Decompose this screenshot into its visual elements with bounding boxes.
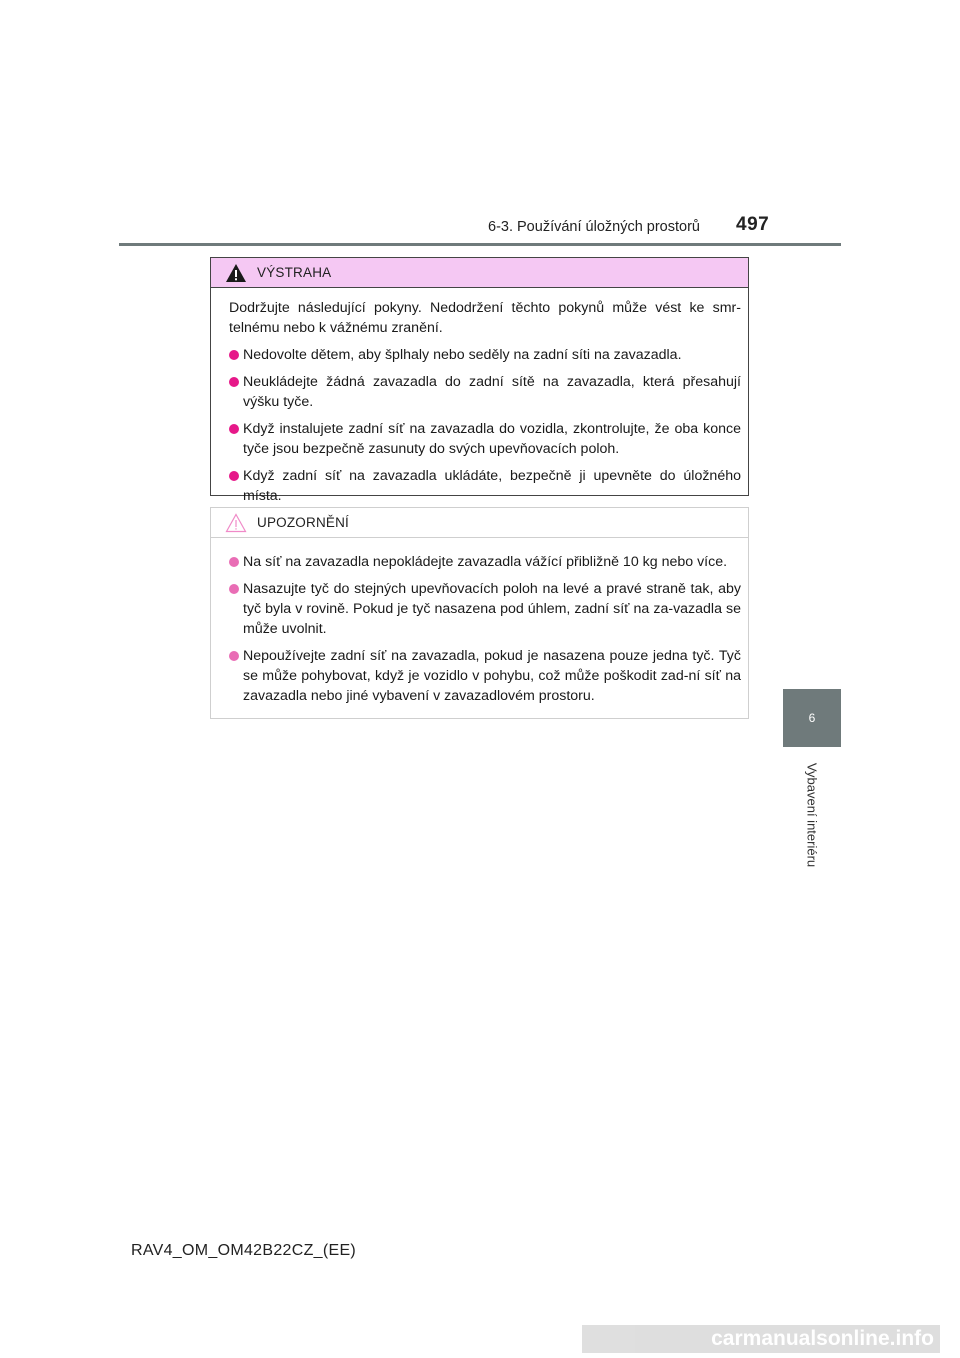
caution-item [229, 552, 741, 572]
bullet-dot-icon [229, 424, 239, 434]
header-divider [119, 243, 841, 246]
caution-label: UPOZORNĚNÍ [257, 515, 350, 530]
caution-outline-triangle-icon [225, 513, 247, 533]
warning-body [211, 288, 748, 506]
warning-item [229, 372, 741, 412]
bullet-dot-icon [229, 584, 239, 594]
warning-item-text: Nedovolte dětem, aby šplhaly nebo seděly na zadní síti na zavazadla. [243, 347, 682, 363]
caution-body [211, 538, 748, 706]
warning-box [210, 257, 749, 504]
warning-intro: Dodržujte následující pokyny. Nedodržení těchto pokynů může vést ke smr-telnému nebo k vážnému zranění. [229, 300, 741, 336]
caution-box [210, 507, 749, 719]
warning-item-text: Když zadní síť na zavazadla ukládáte, bezpečně ji upevněte do úložného místa. [243, 468, 741, 504]
caution-item [229, 579, 741, 639]
page-number: 497 [736, 214, 770, 235]
caution-item-text: Nasazujte tyč do stejných upevňovacích poloh na levé a pravé straně tak, aby tyč byla v rovině. Pokud je tyč nasazena pod úhlem, zadní síť na za-vazadla se může uvolnit. [243, 581, 741, 637]
warning-item [229, 419, 741, 459]
warning-header [211, 258, 748, 288]
section-title: 6-3. Používání úložných prostorů [488, 219, 700, 235]
caution-header [211, 508, 748, 538]
bullet-dot-icon [229, 377, 239, 387]
chapter-tab[interactable]: 6 [783, 689, 841, 747]
caution-item [229, 646, 741, 706]
watermark: carmanualsonline.info [582, 1325, 940, 1353]
bullet-dot-icon [229, 557, 239, 567]
bullet-dot-icon [229, 651, 239, 661]
warning-filled-triangle-icon [225, 263, 247, 283]
warning-item-text: Když instalujete zadní síť na zavazadla do vozidla, zkontrolujte, že oba konce tyče jsou bezpečně zasunuty do svých upevňovacích poloh. [243, 421, 741, 457]
bullet-dot-icon [229, 471, 239, 481]
warning-item [229, 466, 741, 506]
bullet-dot-icon [229, 350, 239, 360]
chapter-title: Vybavení interiéru [804, 762, 820, 868]
caution-item-text: Nepoužívejte zadní síť na zavazadla, pokud je nasazena pouze jedna tyč. Tyč se může pohybovat, když je vozidlo v pohybu, což může poškodit zad-ní síť na zavazadla nebo jiné vybavení v zavazadlovém prostoru. [243, 648, 741, 704]
document-code: RAV4_OM_OM42B22CZ_(EE) [131, 1242, 357, 1259]
warning-label: VÝSTRAHA [257, 265, 332, 280]
caution-item-text: Na síť na zavazadla nepokládejte zavazadla vážící přibližně 10 kg nebo více. [243, 554, 728, 570]
warning-item-text: Neukládejte žádná zavazadla do zadní sítě na zavazadla, která přesahují výšku tyče. [243, 374, 741, 410]
warning-item [229, 345, 741, 365]
